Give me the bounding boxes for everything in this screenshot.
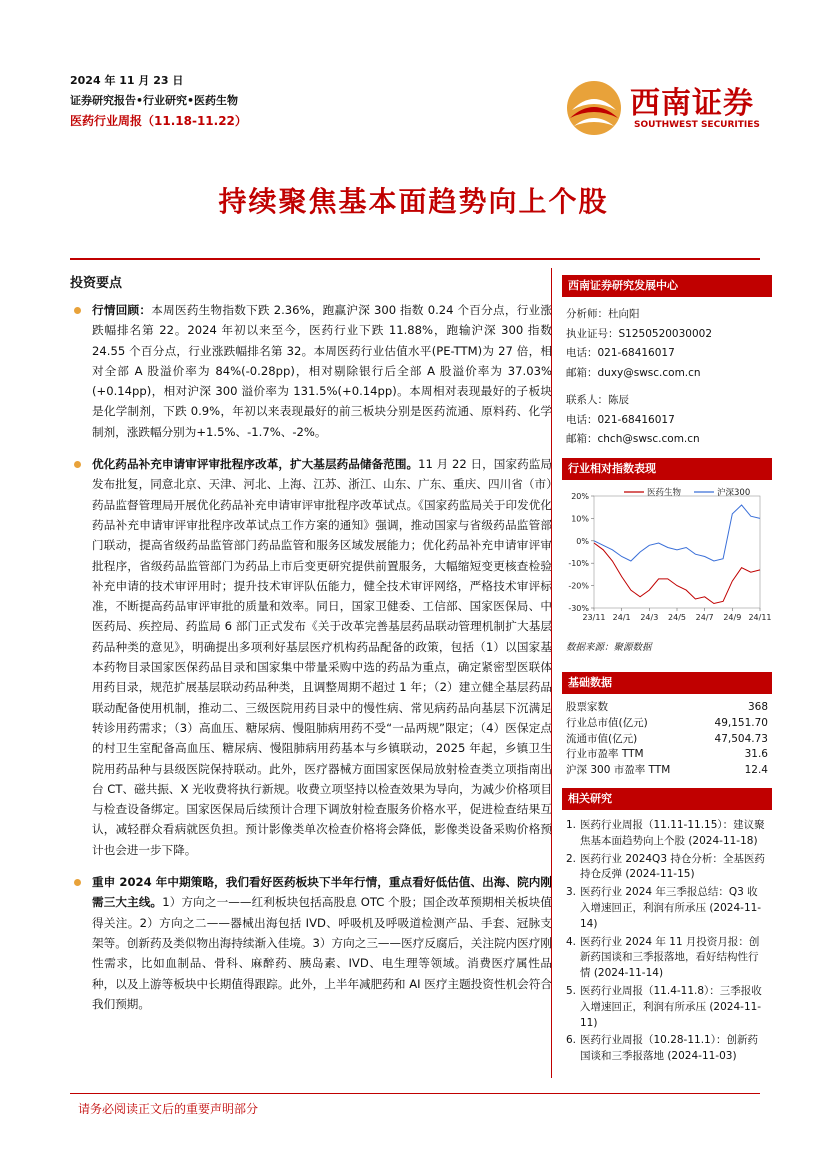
analyst-email[interactable]: 邮箱：duxy@swsc.com.cn: [566, 366, 701, 379]
item-text: 医药行业周报（11.4-11.8）：三季报收入增速回正，利润有所承压 (2024-11-11): [580, 984, 762, 1029]
weekly-title: 医药行业周报（11.18-11.22）: [70, 114, 247, 128]
analyst-license: 执业证号：S1250520030002: [566, 327, 713, 340]
contact-phone: 电话：021-68416017: [566, 413, 675, 426]
index-line-chart: [562, 486, 772, 626]
bullet-icon: [74, 307, 81, 314]
related-research-item[interactable]: [566, 885, 768, 932]
index-chart: [562, 486, 772, 626]
basic-data-label: 行业市盈率 TTM: [566, 748, 644, 761]
report-type: 证券研究报告•行业研究•医药生物: [70, 94, 239, 107]
paragraph-body: 11 月 22 日，国家药监局发布批复，同意北京、天津、河北、上海、江苏、浙江、山东、广东、重庆、四川省（市）药品监督管理局开展优化药品补充申请审评审批程序改革试点。《国家药监局关于印发优化药品补充申请审评审批程序改革试点工作方案的通知》强调，推动国家与省级药品监管部门联动，提高省级药品监管部门药品监管和服务区域发展能力；优化药品补充申请审评审批程序，省级药品监管部门为药品上市后变更研究提供前置服务，大幅缩短变更核查检验补充申请的技术审评用时；提升技术审评队伍能力，健全技术审评网络，严格技术审评标准，不断提高药品审评审批的质量和效率。同日，国家卫健委、工信部、国家医保局、中医药局、疾控局、药监局 6 部门正式发布《关于改革完善基层药品联动管理机制扩大基层药品种类的意见》，明确提出多项利好基层医疗机构药品配备的政策，包括（1）以国家基本药物目录国家医保药品目录和国家集中带量采购中选的药品为重点，确定紧密型医联体用药目录，规范扩展基层联动药品种类，且调整周期不超过 1 年；（2）建立健全基层药品联动配备使用机制，推动二、三级医院用药目录中的慢性病、常见病药品向基层下沉满足转诊用药需求；（3）高血压、糖尿病、慢阻肺病用药不受“一品两规”限定；（4）医保定点的村卫生室配备高血压、糖尿病、慢阻肺病用药基本与乡镇联动，2025 年起，乡镇卫生院用药品种与县级医院保持联动。此外，医疗器械方面国家医保局放射检查类立项指南出台 CT、磁共振、X 光收费将执行新规。收费立项坚持以检查效果为导向，为减少价格项目与检查设备绑定。国家医保局后续预计合理下调放射检查服务价格水平，促进检查结果互认，减轻群众看病就医负担。预计影像类单次检查价格将会降低，影像类设备采购价格预计也会进一步下降。: [92, 457, 552, 857]
paragraph-body: 1）方向之一——红利板块包括高股息 OTC 个股；国企改革预期相关板块值得关注。2）方向之二——器械出海包括 IVD、呼吸机及呼吸道检测产品、手套、冠脉支架等。创新药及类似物出海持续渐入佳境。3）方向之三——医疗反腐后，关注院内医疗刚性需求，比如血制品、骨科、麻醉药、胰岛素、IVD、电生理等领域。消费医疗属性品种，以及上游等板块中长期值得跟踪。此外，上半年减肥药和 AI 医疗主题投资性机会符合我们预期。: [92, 895, 552, 1011]
research-center-title: 西南证券研究发展中心: [562, 275, 772, 297]
y-tick-label: -20%: [568, 581, 589, 591]
item-text: 医药行业周报（10.28-11.1）：创新药国谈和三季报落地 (2024-11-03): [580, 1034, 758, 1063]
basic-data-label: 沪深 300 市盈率 TTM: [566, 764, 671, 777]
item-number: 6.: [566, 1034, 577, 1047]
footer-divider: [70, 1093, 760, 1094]
item-text: 医药行业周报（11.11-11.15）：建议聚焦基本面趋势向上个股 (2024-11-18): [580, 819, 765, 847]
x-tick-label: 24/7: [695, 613, 714, 622]
paragraph-market-review: [74, 300, 552, 442]
legend-label: 沪深300: [717, 488, 751, 498]
footer-disclaimer: 请务必阅读正文后的重要声明部分: [78, 1102, 259, 1116]
x-tick-label: 24/3: [640, 613, 659, 622]
x-tick-label: 24/1: [612, 613, 631, 622]
x-tick-label: 23/11: [582, 613, 606, 622]
item-text: 医药行业 2024 年 11 月投资月报：创新药国谈和三季报落地，看好结构性行情 (2024-11-14): [580, 935, 760, 980]
basic-data-row: [566, 763, 772, 779]
basic-data-label: 行业总市值(亿元): [566, 716, 648, 729]
analyst-name: 分析师：杜向阳: [566, 308, 640, 320]
y-tick-label: 10%: [571, 514, 589, 524]
title-divider: [70, 258, 760, 260]
paragraph-policy: [74, 454, 552, 860]
paragraph-lead: 重申 2024 年中期策略，我们看好医药板块下半年行情，重点看好低估值、出海、院内刚需三大主线。: [92, 875, 552, 910]
item-number: 4.: [566, 935, 577, 948]
contact-name: 联系人：陈辰: [566, 394, 629, 406]
paragraph-body: 本周医药生物指数下跌 2.36%，跑赢沪深 300 指数 0.24 个百分点，行业涨跌幅排名第 22。2024 年初以来至今，医药行业下跌 11.88%，跑输沪深 300 指数 24.55 个百分点，行业涨跌幅排名第 32。本周医药行业估值水平(PE-TTM)为 27 倍，相对全部 A 股溢价率为 84%(-0.28pp)，相对剔除银行后全部 A 股溢价率为 37.03%(+0.14pp)，相对沪深 300 溢价率为 131.5%(+0.14pp)。本周相对表现最好的子板块是化学制剂，下跌 0.9%，年初以来表现最好的前三板块分别是医药流通、原料药、化学制剂，涨跌幅分别为+1.5%、-1.7%、-2%。: [92, 303, 552, 439]
basic-data-label: 股票家数: [566, 701, 608, 713]
basic-data-row: [566, 747, 772, 763]
item-number: 2.: [566, 852, 577, 865]
basic-data-row: [566, 732, 772, 748]
item-text: 医药行业 2024 年三季报总结：Q3 收入增速回正，利润有所承压 (2024-11-14): [580, 886, 762, 930]
basic-data-panel: [562, 672, 772, 779]
x-tick-label: 24/9: [723, 613, 742, 622]
basic-data-value: 47,504.73: [714, 732, 768, 745]
series-line-0: [594, 543, 760, 604]
basic-data-value: 49,151.70: [714, 716, 768, 729]
item-number: 3.: [566, 886, 577, 899]
basic-data-table: [562, 694, 772, 779]
logo-text-en: SOUTHWEST SECURITIES: [634, 120, 760, 130]
paragraph-lead: 行情回顾：: [92, 303, 152, 317]
index-chart-title: 行业相对指数表现: [562, 458, 772, 480]
related-research-panel: [562, 788, 772, 1067]
basic-data-title: 基础数据: [562, 672, 772, 694]
page-title: 持续聚焦基本面趋势向上个股: [218, 185, 609, 218]
basic-data-value: 368: [747, 701, 768, 713]
column-divider: [551, 268, 552, 1078]
y-tick-label: 20%: [571, 492, 589, 501]
y-tick-label: 0%: [576, 536, 589, 546]
related-research-item[interactable]: [566, 818, 768, 850]
basic-data-row: [566, 700, 772, 716]
series-line-1: [594, 505, 760, 561]
logo-emblem-icon: [564, 78, 624, 138]
index-chart-header: [562, 458, 772, 480]
related-research-item[interactable]: [566, 1033, 768, 1065]
paragraph-strategy: [74, 872, 552, 1014]
company-logo: [564, 76, 764, 146]
item-number: 5.: [566, 984, 577, 997]
basic-data-value: 31.6: [744, 748, 768, 761]
basic-data-value: 12.4: [744, 764, 768, 777]
plot-frame: [594, 496, 760, 608]
investment-points: [74, 300, 552, 1026]
basic-data-row: [566, 716, 772, 732]
basic-data-label: 流通市值(亿元): [566, 732, 638, 745]
y-tick-label: -30%: [568, 604, 589, 613]
chart-source: 数据来源：聚源数据: [566, 642, 652, 653]
analyst-phone: 电话：021-68416017: [566, 347, 675, 359]
research-center-panel: [562, 275, 772, 450]
item-number: 1.: [566, 819, 577, 831]
section-heading: 投资要点: [70, 276, 123, 291]
related-research-list: [562, 810, 772, 1065]
related-research-item[interactable]: [566, 935, 768, 982]
logo-text-cn: 西南证券: [630, 86, 754, 121]
paragraph-lead: 优化药品补充申请审评审批程序改革，扩大基层药品储备范围。: [92, 457, 419, 472]
x-tick-label: 24/11: [748, 613, 772, 622]
report-date: 2024 年 11 月 23 日: [70, 74, 184, 87]
x-tick-label: 24/5: [668, 613, 686, 622]
related-research-title: 相关研究: [562, 788, 772, 810]
related-research-item[interactable]: [566, 852, 768, 884]
item-text: 医药行业 2024Q3 持仓分析：全基医药持仓反弹 (2024-11-15): [580, 852, 765, 881]
bullet-icon: [74, 879, 81, 886]
related-research-item[interactable]: [566, 984, 768, 1031]
y-tick-label: -10%: [568, 559, 589, 569]
contact-email[interactable]: 邮箱：chch@swsc.com.cn: [566, 433, 700, 445]
legend-label: 医药生物: [647, 488, 682, 498]
bullet-icon: [74, 461, 81, 468]
